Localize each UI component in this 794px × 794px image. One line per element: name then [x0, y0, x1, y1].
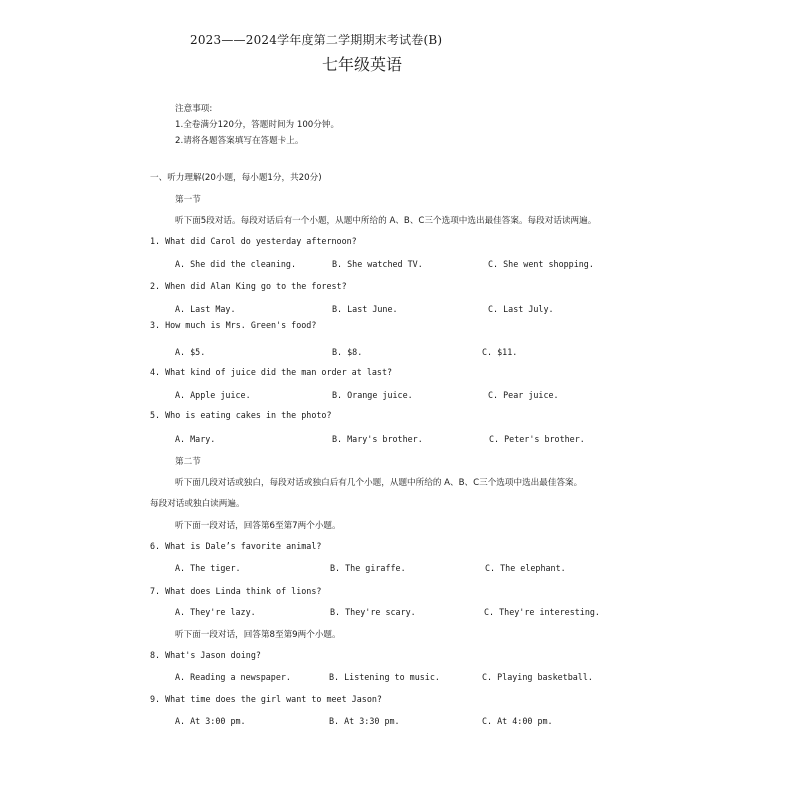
option-b: B. The giraffe.: [330, 563, 406, 573]
dialogue-lead: 听下面一段对话，回答第8至第9两个小题。: [175, 630, 341, 640]
option-b: B. Listening to music.: [329, 672, 440, 682]
option-c: C. Pear juice.: [488, 390, 559, 400]
option-b: B. She watched TV.: [332, 259, 423, 269]
option-c: C. Playing basketball.: [482, 672, 593, 682]
question: 2. When did Alan King go to the forest?: [150, 281, 347, 291]
option-a: A. At 3:00 pm.: [175, 716, 246, 726]
part-label: 第二节: [175, 457, 201, 467]
option-b: B. Mary's brother.: [332, 434, 423, 444]
question: 4. What kind of juice did the man order at last?: [150, 367, 393, 377]
option-c: C. Peter's brother.: [489, 434, 585, 444]
option-c: C. $11.: [482, 347, 518, 357]
notes-heading: 注意事项:: [175, 104, 213, 114]
note-item: 1.全卷满分120分，答题时间为 100分钟。: [175, 120, 340, 130]
option-b: B. Orange juice.: [332, 390, 413, 400]
option-c: C. They're interesting.: [484, 607, 600, 617]
option-b: B. At 3:30 pm.: [329, 716, 400, 726]
part-instruction: 听下面几段对话或独白，每段对话或独白后有几个小题，从题中所给的 A、B、C三个选项中选出最佳答案。: [175, 478, 583, 488]
question: 1. What did Carol do yesterday afternoon?: [150, 236, 357, 246]
option-c: C. At 4:00 pm.: [482, 716, 553, 726]
option-b: B. They're scary.: [330, 607, 416, 617]
question: 6. What is Dale’s favorite animal?: [150, 541, 322, 551]
option-a: A. Reading a newspaper.: [175, 672, 291, 682]
option-a: A. $5.: [175, 347, 206, 357]
part-instruction: 每段对话或独白读两遍。: [150, 499, 245, 509]
exam-title: 2023——2024学年度第二学期期末考试卷(B): [190, 33, 443, 47]
exam-subtitle: 七年级英语: [322, 55, 403, 74]
question: 8. What's Jason doing?: [150, 650, 261, 660]
option-a: A. Apple juice.: [175, 390, 251, 400]
option-a: A. Last May.: [175, 304, 236, 314]
section-heading: 一、听力理解(20小题，每小题1分，共20分): [150, 173, 322, 183]
part-label: 第一节: [175, 195, 201, 205]
question: 5. Who is eating cakes in the photo?: [150, 410, 332, 420]
dialogue-lead: 听下面一段对话，回答第6至第7两个小题。: [175, 521, 341, 531]
option-a: A. Mary.: [175, 434, 216, 444]
option-c: C. Last July.: [488, 304, 554, 314]
question: 7. What does Linda think of lions?: [150, 586, 322, 596]
option-a: A. She did the cleaning.: [175, 259, 297, 269]
question: 9. What time does the girl want to meet Jason?: [150, 694, 382, 704]
question: 3. How much is Mrs. Green's food?: [150, 320, 317, 330]
option-a: A. They're lazy.: [175, 607, 256, 617]
part-instruction: 听下面5段对话。每段对话后有一个小题，从题中所给的 A、B、C三个选项中选出最佳答案。每段对话读两遍。: [175, 216, 597, 226]
option-b: B. Last June.: [332, 304, 398, 314]
note-item: 2.请将各题答案填写在答题卡上。: [175, 136, 304, 146]
option-a: A. The tiger.: [175, 563, 241, 573]
option-b: B. $8.: [332, 347, 363, 357]
option-c: C. She went shopping.: [488, 259, 594, 269]
option-c: C. The elephant.: [485, 563, 566, 573]
